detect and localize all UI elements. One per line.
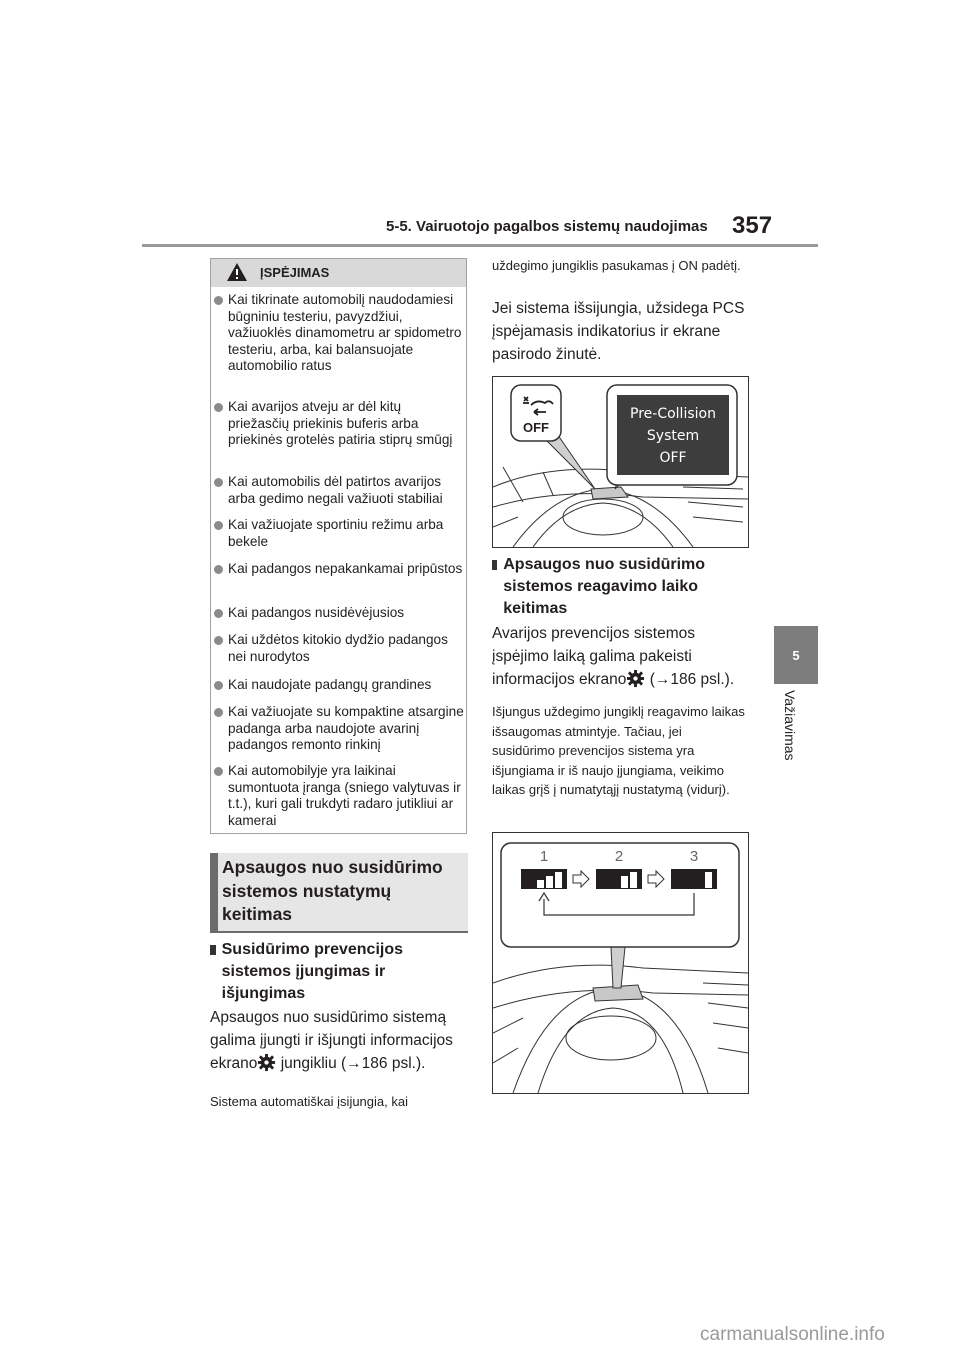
bullet-icon bbox=[214, 767, 223, 776]
header-rule bbox=[142, 244, 818, 247]
warning-item: Kai automobilis dėl patirtos avarijos arba gedimo negali važiuoti stabiliai bbox=[214, 474, 464, 507]
subsection-heading-timing: Apsaugos nuo susidūrimo sistemos reagavimo laiko keitimas bbox=[492, 554, 750, 620]
bullet-icon bbox=[214, 296, 223, 305]
toggle-note-start: Sistema automatiškai įsijungia, kai bbox=[210, 1094, 408, 1109]
display-line-1: Pre-Collision bbox=[630, 406, 716, 422]
square-marker-icon bbox=[210, 945, 216, 955]
toggle-note-continued: uždegimo jungiklis pasukamas į ON padėtį. bbox=[492, 258, 741, 273]
display-line-3: OFF bbox=[659, 450, 687, 466]
warning-item: Kai naudojate padangų grandines bbox=[214, 677, 464, 694]
bullet-icon bbox=[214, 565, 223, 574]
timing-drawing bbox=[493, 833, 748, 1093]
heading-accent-bar bbox=[210, 853, 218, 932]
indicator-off-label: OFF bbox=[523, 420, 549, 435]
chapter-label: Važiavimas bbox=[782, 690, 798, 761]
square-marker-icon bbox=[492, 560, 497, 570]
gear-icon bbox=[626, 669, 645, 688]
gear-icon bbox=[257, 1053, 276, 1072]
step-number-2: 2 bbox=[614, 848, 624, 865]
warning-item: Kai tikrinate automobilį naudodamiesi būgniniu testeriu, pavyzdžiui, važiuoklės dinamometru ar spidometro testeriu, arba, kai balansuojate automobilio ratus bbox=[214, 292, 464, 375]
bullet-icon bbox=[214, 478, 223, 487]
warning-triangle-icon bbox=[226, 262, 248, 282]
timing-level-2-icon bbox=[596, 869, 642, 889]
timing-note: Išjungus uždegimo jungiklį reagavimo laikas išsaugomas atmintyje. Tačiau, jei susidūrimo prevencijos sistema yra išjungiama ir iš naujo įjungiama, veikimo laikas grįš į numatytąjį nustatymą (vidurį). bbox=[492, 704, 745, 797]
page-number: 357 bbox=[732, 212, 773, 239]
warning-item: Kai uždėtos kitokio dydžio padangos nei nurodytos bbox=[214, 632, 464, 665]
warning-item: Kai padangos nepakankamai pripūstos bbox=[214, 561, 464, 578]
timing-setting-illustration bbox=[492, 832, 749, 1094]
step-number-1: 1 bbox=[539, 848, 549, 865]
warning-header bbox=[211, 259, 466, 287]
section-heading: Apsaugos nuo susidūrimo sistemos nustatymų keitimas bbox=[222, 857, 443, 924]
warning-item: Kai automobilyje yra laikinai sumontuota įranga (sniego valytuvas ir t.t.), kuri gali trukdyti radaro jutikliui ar kamerai bbox=[214, 763, 464, 829]
warning-item: Kai važiuojate su kompaktine atsargine padanga arba naudojote avarinį padangos remonto rinkinį bbox=[214, 704, 464, 754]
warning-title: ĮSPĖJIMAS bbox=[260, 265, 330, 280]
toggle-body: Apsaugos nuo susidūrimo sistemą galima įjungti ir išjungti informacijos ekrano jungikliu (→186 psl.). bbox=[210, 1009, 453, 1072]
step-number-3: 3 bbox=[689, 848, 699, 865]
section-title: 5-5. Vairuotojo pagalbos sistemų naudojimas bbox=[386, 218, 708, 235]
warning-item: Kai padangos nusidėvėjusios bbox=[214, 605, 464, 622]
warning-item: Kai važiuojate sportiniu režimu arba bekele bbox=[214, 517, 464, 550]
watermark: carmanualsonline.info bbox=[700, 1324, 885, 1345]
subsection-heading-toggle: Susidūrimo prevencijos sistemos įjungimas ir išjungimas bbox=[210, 939, 468, 1005]
timing-level-1-icon bbox=[521, 869, 567, 889]
toggle-body-2: Jei sistema išsijungia, užsidega PCS įspėjamasis indikatorius ir ekrane pasirodo žinutė. bbox=[492, 300, 745, 363]
bullet-icon bbox=[214, 521, 223, 530]
timing-body: Avarijos prevencijos sistemos įspėjimo laiką galima pakeisti informacijos ekrano (→186 psl.). bbox=[492, 625, 735, 688]
bullet-icon bbox=[214, 708, 223, 717]
bullet-icon bbox=[214, 609, 223, 618]
display-line-2: System bbox=[646, 428, 700, 444]
timing-level-3-icon bbox=[671, 869, 717, 889]
pcs-off-illustration bbox=[492, 376, 749, 548]
warning-item: Kai avarijos atveju ar dėl kitų priežasčių priekinis buferis arba priekinės grotelės patiria stiprų smūgį bbox=[214, 399, 464, 449]
bullet-icon bbox=[214, 403, 223, 412]
bullet-icon bbox=[214, 636, 223, 645]
heading-rule bbox=[210, 931, 468, 933]
bullet-icon bbox=[214, 681, 223, 690]
dashboard-drawing bbox=[493, 377, 748, 547]
chapter-tab: 5 bbox=[774, 626, 818, 684]
